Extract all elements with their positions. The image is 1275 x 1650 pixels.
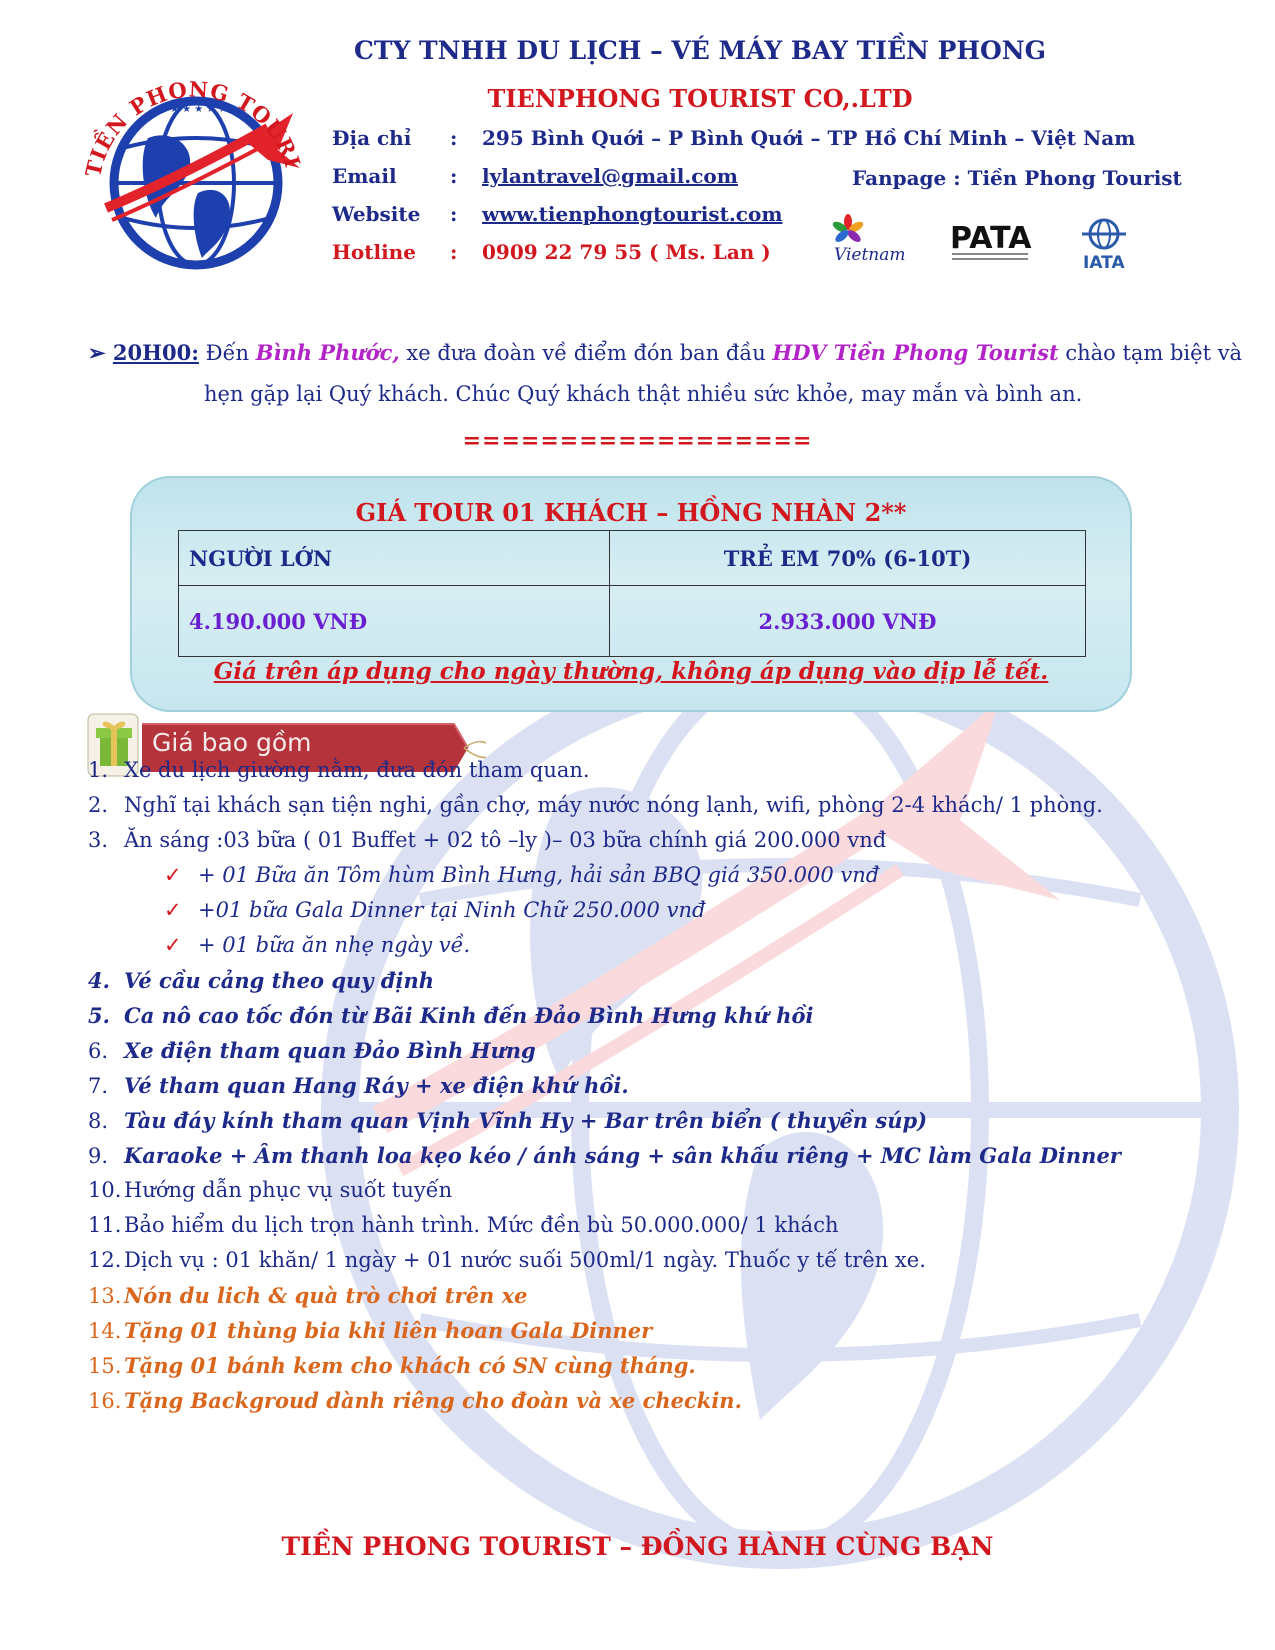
itinerary-guide: HDV Tiền Phong Tourist [772, 340, 1059, 365]
list-item-4 [88, 968, 434, 998]
meal-subitem-2 [164, 898, 705, 922]
email-label: Email [332, 164, 397, 188]
list-num: 8. [88, 1109, 109, 1133]
itinerary-time: 20H00: [112, 340, 199, 365]
list-text: Nghĩ tại khách sạn tiện nghi, gần chợ, máy nước nóng lạnh, wifi, phòng 2-4 khách/ 1 phòng. [124, 793, 1103, 817]
email-link[interactable]: lylantravel@gmail.com [482, 164, 738, 188]
list-item-8 [88, 1108, 927, 1138]
list-num: 10. [88, 1178, 122, 1202]
list-num: 4. [88, 968, 110, 993]
list-num: 13. [88, 1284, 122, 1308]
list-num: 7. [88, 1074, 109, 1098]
address-value: 295 Bình Quới – P Bình Quới – TP Hồ Chí Minh – Việt Nam [482, 126, 1136, 150]
list-num: 9. [88, 1144, 109, 1168]
list-num: 16. [88, 1389, 122, 1413]
logo-text: TIỀN PHONG TOURI [80, 76, 306, 180]
itinerary-line-1 [88, 340, 1242, 365]
list-text: Dịch vụ : 01 khăn/ 1 ngày + 01 nước suối 500ml/1 ngày. Thuốc y tế trên xe. [124, 1248, 926, 1272]
fanpage-text: Fanpage : Tiền Phong Tourist [852, 166, 1182, 190]
pata-logo-icon [948, 218, 1034, 274]
adult-header: NGƯỜI LỚN [179, 531, 610, 586]
adult-price: 4.190.000 VNĐ [179, 586, 610, 657]
checkmark-icon: ✓ [164, 933, 182, 957]
list-num: 2. [88, 793, 109, 817]
pata-logo-text: PATA [950, 221, 1032, 256]
hotline-colon: : [450, 240, 458, 264]
list-text: Tặng 01 bánh kem cho khách có SN cùng tháng. [124, 1353, 696, 1378]
child-price: 2.933.000 VNĐ [610, 586, 1086, 657]
vietnam-tourism-logo [828, 212, 918, 272]
price-title: GIÁ TOUR 01 KHÁCH – HỒNG NHÀN 2** [355, 498, 907, 527]
itinerary-place: Bình Phước, [255, 340, 400, 365]
list-item-10 [88, 1178, 452, 1208]
list-text: Tặng 01 thùng bia khi liên hoan Gala Dinner [124, 1318, 653, 1343]
list-text: Hướng dẫn phục vụ suốt tuyến [124, 1178, 453, 1202]
meal-subitem-text: +01 bữa Gala Dinner tại Ninh Chữ 250.000 vnđ [198, 898, 706, 922]
list-num: 11. [88, 1213, 122, 1237]
list-text: Karaoke + Âm thanh loa kẹo kéo / ánh sáng + sân khấu riêng + MC làm Gala Dinner [124, 1143, 1121, 1168]
list-num: 5. [88, 1003, 110, 1028]
list-text: Bảo hiểm du lịch trọn hành trình. Mức đền bù 50.000.000/ 1 khách [124, 1213, 839, 1237]
iata-globe-icon [1074, 216, 1134, 274]
includes-label: Giá bao gồm [152, 728, 312, 757]
list-num: 6. [88, 1039, 109, 1063]
website-colon: : [450, 202, 458, 226]
address-label: Địa chỉ [332, 126, 412, 150]
price-table [178, 530, 1086, 657]
list-text: Tặng Backgroud dành riêng cho đoàn và xe checkin. [124, 1388, 742, 1413]
list-item-3 [88, 828, 886, 858]
address-colon: : [450, 126, 458, 150]
list-text: Ca nô cao tốc đón từ Bãi Kinh đến Đảo Bình Hưng khứ hồi [124, 1003, 814, 1028]
iata-logo-text: IATA [1083, 253, 1125, 273]
iata-logo [1074, 216, 1134, 274]
list-item-6 [88, 1038, 536, 1068]
meal-subitem-1 [164, 863, 879, 887]
list-item-7 [88, 1073, 629, 1103]
company-name-en: TIENPHONG TOURIST CO,.LTD [487, 84, 913, 113]
list-num: 3. [88, 828, 109, 852]
footer-slogan: TIỀN PHONG TOURIST – ĐỒNG HÀNH CÙNG BẠN [281, 1532, 994, 1561]
website-label: Website [332, 202, 421, 226]
list-text: Xe điện tham quan Đảo Bình Hưng [124, 1038, 536, 1063]
list-num: 1. [88, 758, 109, 782]
price-header-row [179, 531, 1086, 586]
meal-subitem-3 [164, 933, 470, 957]
list-item-9 [88, 1143, 1121, 1173]
list-item-13 [88, 1283, 528, 1313]
list-num: 12. [88, 1248, 122, 1272]
itinerary-text-c: chào tạm biệt và [1058, 341, 1243, 365]
arrow-bullet-icon: ➢ [88, 340, 113, 365]
itinerary-text-a: Đến [198, 341, 256, 365]
list-num: 15. [88, 1354, 122, 1378]
checkmark-icon: ✓ [164, 863, 182, 887]
list-text: Vé tham quan Hang Ráy + xe điện khứ hồi. [124, 1073, 629, 1098]
price-note: Giá trên áp dụng cho ngày thường, không áp dụng vào dịp lễ tết. [213, 658, 1049, 685]
vietnam-logo-text: Vietnam [834, 245, 906, 265]
company-name: CTY TNHH DU LỊCH – VÉ MÁY BAY TIỀN PHONG [353, 36, 1046, 65]
meal-subitem-text: + 01 bữa ăn nhẹ ngày về. [198, 933, 471, 957]
list-text: Ăn sáng :03 bữa ( 01 Buffet + 02 tô –ly )– 03 bữa chính giá 200.000 vnđ [124, 828, 887, 852]
price-value-row [179, 586, 1086, 657]
hotline-value: 0909 22 79 55 ( Ms. Lan ) [482, 240, 771, 264]
list-text: Vé cầu cảng theo quy định [124, 968, 434, 993]
list-text: Xe du lịch giường nằm, đưa đón tham quan. [124, 758, 590, 782]
child-header: TRẺ EM 70% (6-10T) [610, 531, 1086, 586]
checkmark-icon: ✓ [164, 898, 182, 922]
list-item-1 [88, 758, 590, 788]
list-text: Nón du lich & quà trò chơi trên xe [124, 1283, 528, 1308]
hotline-label: Hotline [332, 240, 416, 264]
price-box [130, 476, 1132, 712]
list-item-2 [88, 793, 1103, 823]
email-colon: : [450, 164, 458, 188]
list-num: 14. [88, 1319, 122, 1343]
vietnam-flower-icon [828, 212, 918, 272]
list-item-14 [88, 1318, 652, 1348]
separator: ================== [462, 428, 813, 454]
meal-subitem-text: + 01 Bữa ăn Tôm hùm Bình Hưng, hải sản BBQ giá 350.000 vnđ [198, 863, 880, 887]
svg-text:★ ★ ★ ★ ★: ★ ★ ★ ★ ★ [170, 104, 228, 115]
list-item-12 [88, 1248, 926, 1278]
website-link[interactable]: www.tienphongtourist.com [482, 202, 783, 226]
itinerary-text-b: xe đưa đoàn về điểm đón ban đầu [399, 341, 773, 365]
list-item-11 [88, 1213, 839, 1243]
list-text: Tàu đáy kính tham quan Vịnh Vĩnh Hy + Bar trên biển ( thuyền súp) [124, 1108, 928, 1133]
list-item-15 [88, 1353, 696, 1383]
itinerary-line-2: hẹn gặp lại Quý khách. Chúc Quý khách thật nhiều sức khỏe, may mắn và bình an. [204, 382, 1083, 406]
list-item-16 [88, 1388, 742, 1418]
pata-logo [948, 218, 1034, 274]
list-item-5 [88, 1003, 814, 1033]
